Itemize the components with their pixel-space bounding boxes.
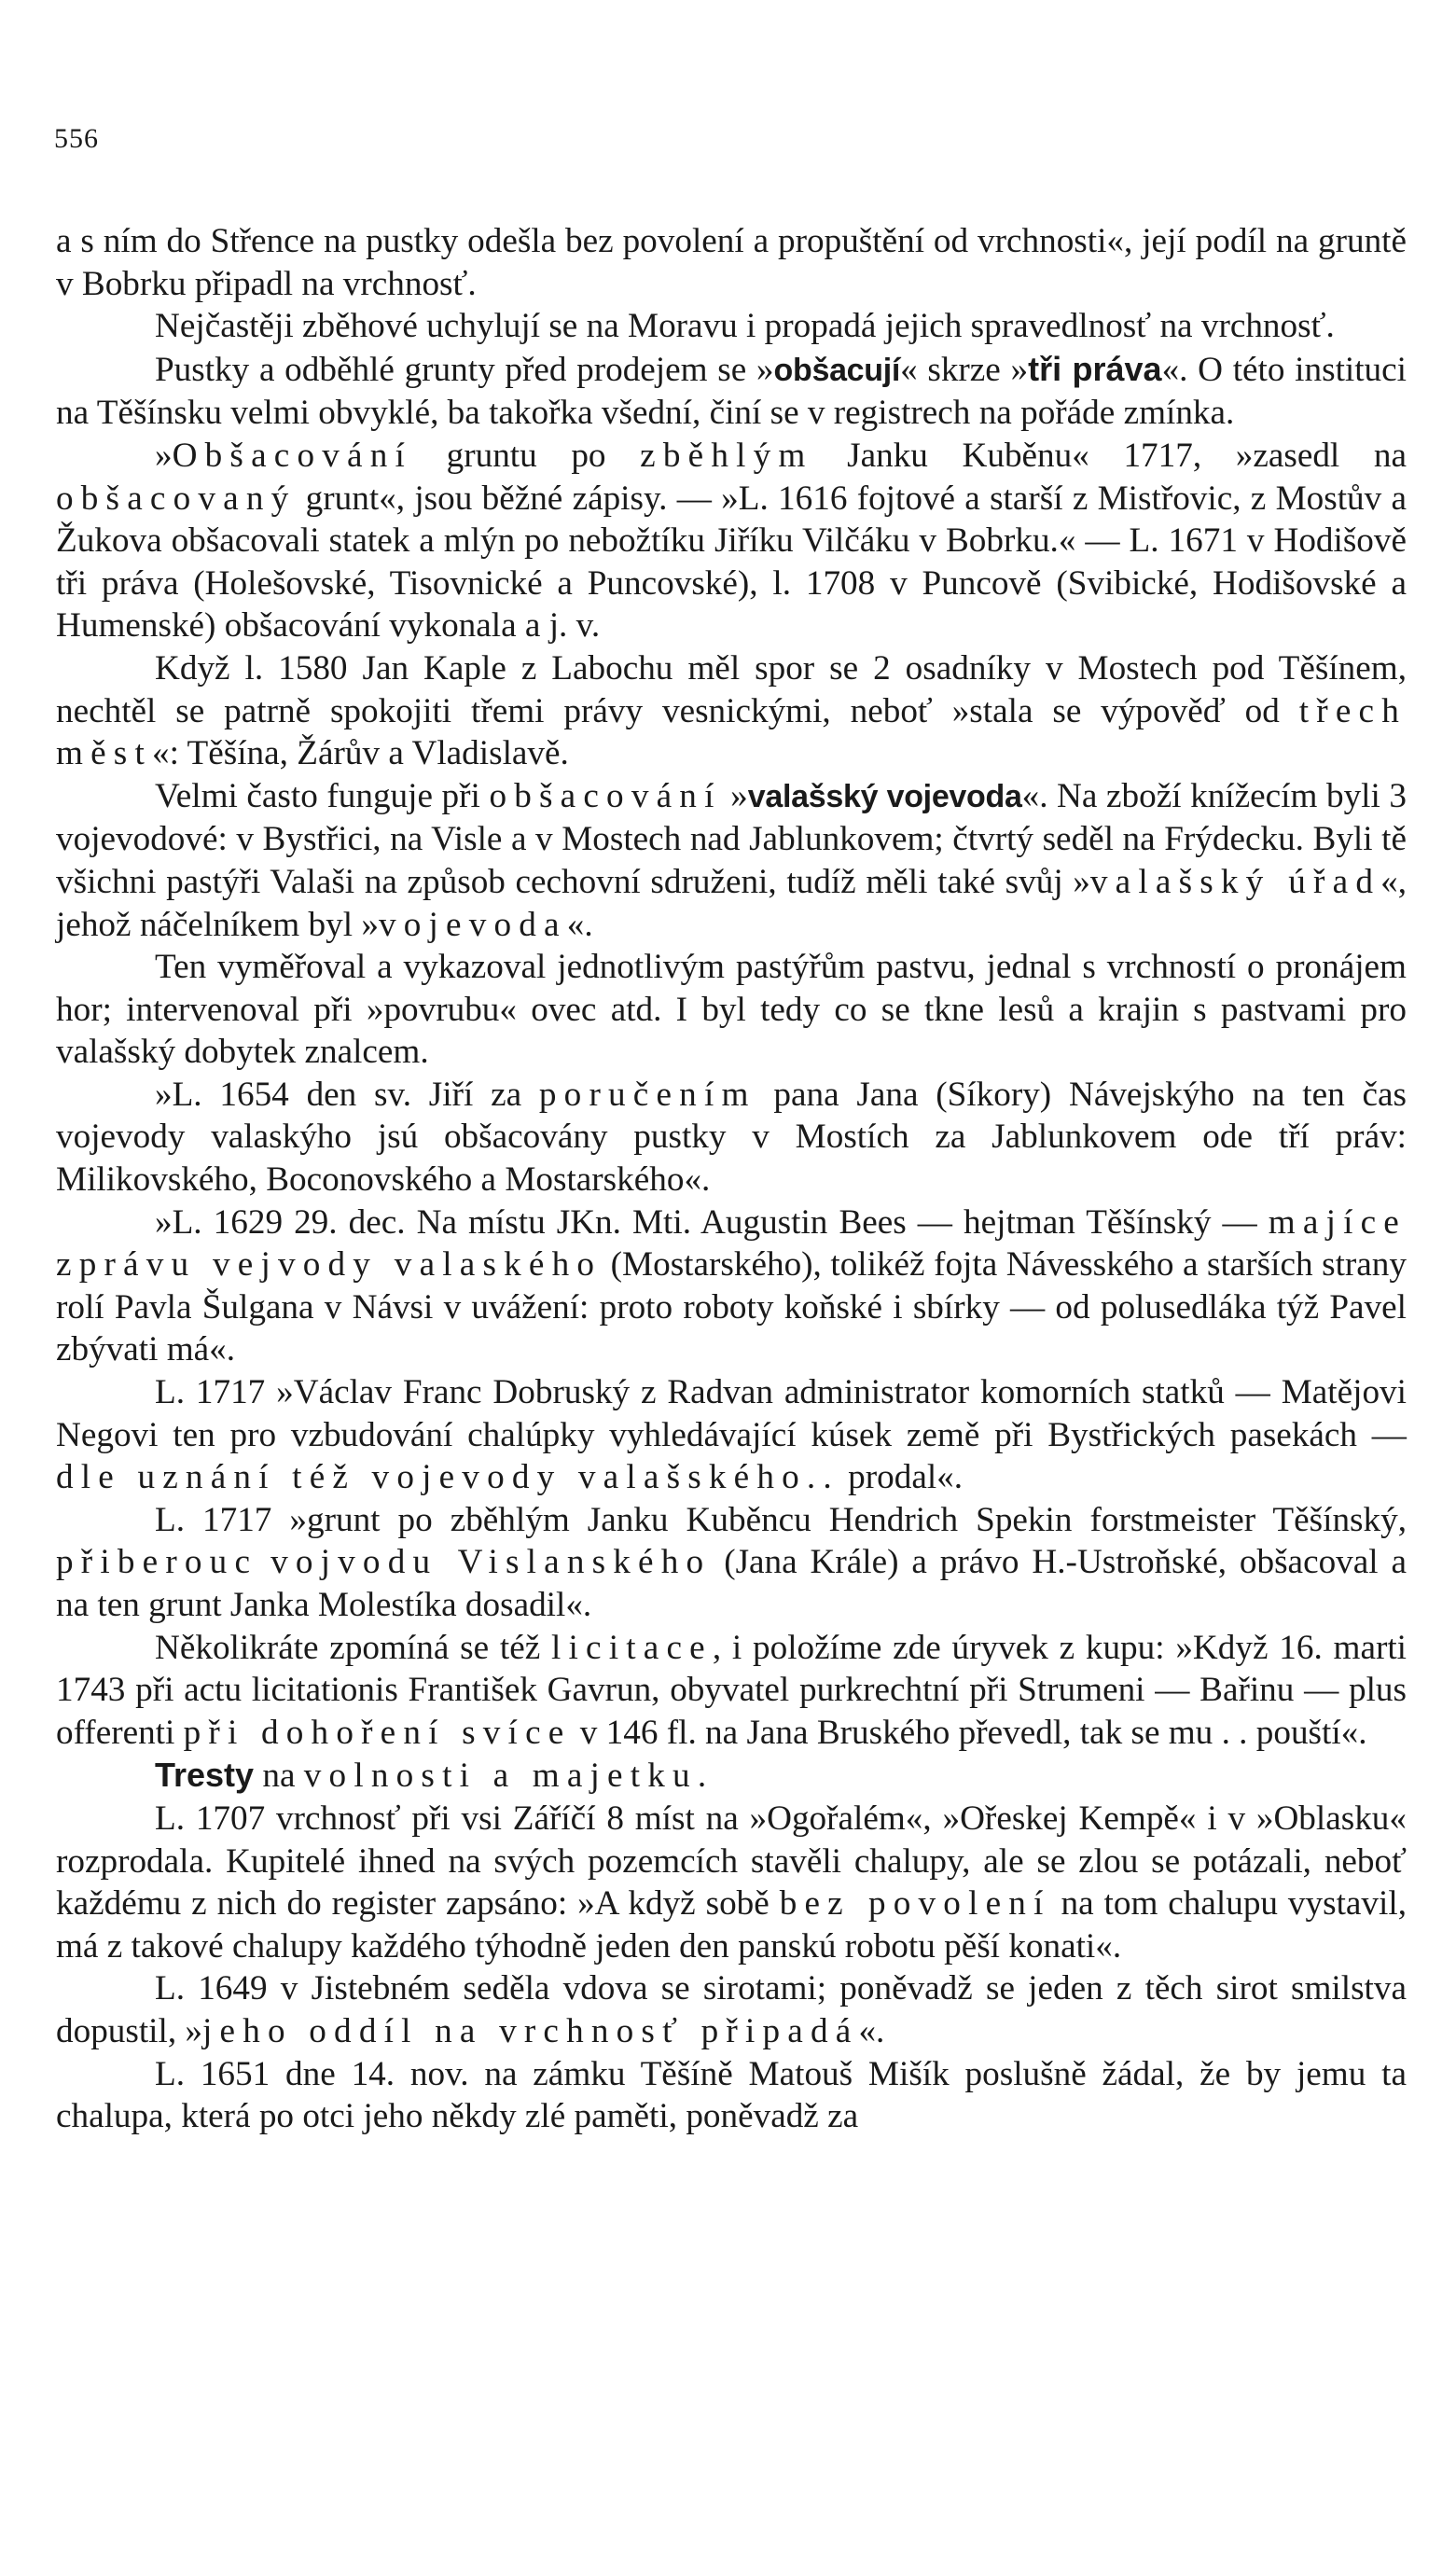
page-number: 556 <box>54 123 99 154</box>
spaced-text: licitace <box>551 1628 713 1667</box>
spaced-text: volnosti a majetku <box>303 1757 698 1796</box>
paragraph: L. 1717 »Václav Franc Dobruský z Radvan administrator komorních statků — Matějovi Negovi ten pro vzbudování chalúpky vyhledávající kúsek země při Bystřických pasekách — dle uznání též vojevody valašského.. prodal«. <box>56 1373 1407 1497</box>
spaced-text: poručením <box>538 1075 756 1114</box>
paragraph: L. 1649 v Jistebném seděla vdova se sirotami; poněvadž se jeden z těch sirot smilstva dopustil, »jeho oddíl na vrchnosť připadá«. <box>56 1969 1407 2050</box>
emphasis-term: obšacují <box>773 352 901 388</box>
spaced-text: dle uznání též vojevody valašského.. <box>56 1458 839 1497</box>
heading-term: Tresty <box>155 1756 255 1795</box>
paragraph: L. 1717 »grunt po zběhlým Janku Kuběncu Hendrich Spekin forstmeister Těšínský, přiberouc vojvodu Vislanského (Jana Krále) a právo H.-Ustroňské, obšacoval a na ten grunt Janka Molestíka dosadil«. <box>56 1500 1407 1624</box>
spaced-text: Obšacování <box>172 436 412 475</box>
spaced-text: majíce zprávu vejvody valaského <box>56 1202 1407 1285</box>
spaced-text: při dohoření svíce <box>183 1713 572 1752</box>
paragraph: Když l. 1580 Jan Kaple z Labochu měl spor se 2 osadníky v Mostech pod Těšínem, nechtěl se patrně spokojiti třemi právy vesnickými, neboť »stala se výpověď od třech měst«: Těšína, Žárův a Vladislavě. <box>56 648 1407 773</box>
spaced-text: třech měst <box>56 691 1407 773</box>
emphasis-term: valašský vojevoda <box>747 778 1022 814</box>
paragraph: Ten vyměřoval a vykazoval jednotlivým pastýřům pastvu, jednal s vrchností o pronájem hor; intervenoval při »povrubu« ovec atd. I byl tedy co se tkne lesů a krajin s pastvami pro valašský dobytek znalcem. <box>56 948 1407 1072</box>
spaced-text: vojvodu Vislanského <box>270 1543 712 1582</box>
spaced-text: zběhlým <box>640 436 813 475</box>
spaced-text: jeho oddíl na vrchnosť připadá <box>202 2011 859 2050</box>
paragraph: L. 1651 dne 14. nov. na zámku Těšíně Matouš Mišík poslušně žádal, že by jemu ta chalupa, která po otci jeho někdy zlé paměti, poněvadž za <box>56 2054 1407 2136</box>
spaced-text: bez povolení <box>779 1884 1051 1924</box>
paragraph: »L. 1654 den sv. Jiří za poručením pana Jana (Síkory) Návejskýho na ten čas vojevody valaskýho jsú obšacovány pustky v Mostích za Jablunkovem ode tří práv: Milikovského, Boconovského a Mostarského«. <box>56 1075 1407 1200</box>
spaced-text: valašský úřad <box>1089 862 1381 901</box>
spaced-text: přiberouc <box>56 1543 258 1582</box>
spaced-text: obšacovaný <box>56 479 297 518</box>
paragraph: L. 1707 vrchnosť při vsi Záříčí 8 míst na »Ogořalém«, »Ořeskej Kempě« i v »Oblasku« rozprodala. Kupitelé ihned na svých pozemcích stavěli chalupy, ale se zlou se potázali, neboť každému z nich do register zapsáno: »A když sobě bez povolení na tom chalupu vystavil, má z takové chalupy každého týhodně jeden den panskú robotu pěší konati«. <box>56 1799 1407 1966</box>
paragraph: »Obšacování gruntu po zběhlým Janku Kuběnu« 1717, »zasedl na obšacovaný grunt«, jsou běžné zápisy. — »L. 1616 fojtové a starší z Mistřovic, z Mostův a Žukova obšacovali statek a mlýn po nebožtíku Jiříku Vilčáku v Bobrku.« — L. 1671 v Hodišově tři práva (Holešovské, Tisovnické a Puncovské), l. 1708 v Puncově (Svibické, Hodišovské a Humenské) obšacování vykonala a j. v. <box>56 436 1407 646</box>
section-heading: Tresty na volnosti a majetku. <box>155 1756 707 1796</box>
paragraph: Velmi často funguje při obšacování »valašský vojevoda«. Na zboží knížecím byli 3 vojevodové: v Bystřici, na Visle a v Mostech nad Jablunkovem; čtvrtý seděl na Frýdecku. Byli tě všichni pastýři Valaši na způsob cechovní sdruženi, tudíž měli také svůj »valašský úřad«, jehož náčelníkem byl »vojevoda«. <box>56 776 1407 944</box>
emphasis-term: tři práva <box>1028 349 1162 388</box>
spaced-text: obšacování <box>489 776 722 815</box>
paragraph: Několikráte zpomíná se též licitace, i položíme zde úryvek z kupu: »Když 16. marti 1743 při actu licitationis František Gavrun, obyvatel purkrechtní při Strumeni — Bařinu — plus offerenti při dohoření svíce v 146 fl. na Jana Bruského převedl, tak se mu . . pouští«. <box>56 1628 1407 1752</box>
paragraph: Nejčastěji zběhové uchylují se na Moravu i propadá jejich spravedlnosť na vrchnosť. <box>155 307 1335 346</box>
body-text <box>56 220 1407 2138</box>
paragraph: a s ním do Střence na pustky odešla bez povolení a propuštění od vrchnosti«, její podíl na gruntě v Bobrku připadl na vrchnosť. <box>56 222 1407 303</box>
spaced-text: vojevoda <box>378 905 567 944</box>
paragraph: Pustky a odběhlé grunty před prodejem se »obšacují« skrze »tři práva«. O této instituci na Těšínsku velmi obvyklé, ba takořka všední, činí se v registrech na pořáde zmínka. <box>56 349 1407 433</box>
paragraph: »L. 1629 29. dec. Na místu JKn. Mti. Augustin Bees — hejtman Těšínský — majíce zprávu vejvody valaského (Mostarského), tolikéž fojta Návesského a starších strany rolí Pavla Šulgana v Návsi v uvážení: proto roboty koňské i sbírky — od polusedláka týž Pavel zbývati má«. <box>56 1202 1407 1369</box>
